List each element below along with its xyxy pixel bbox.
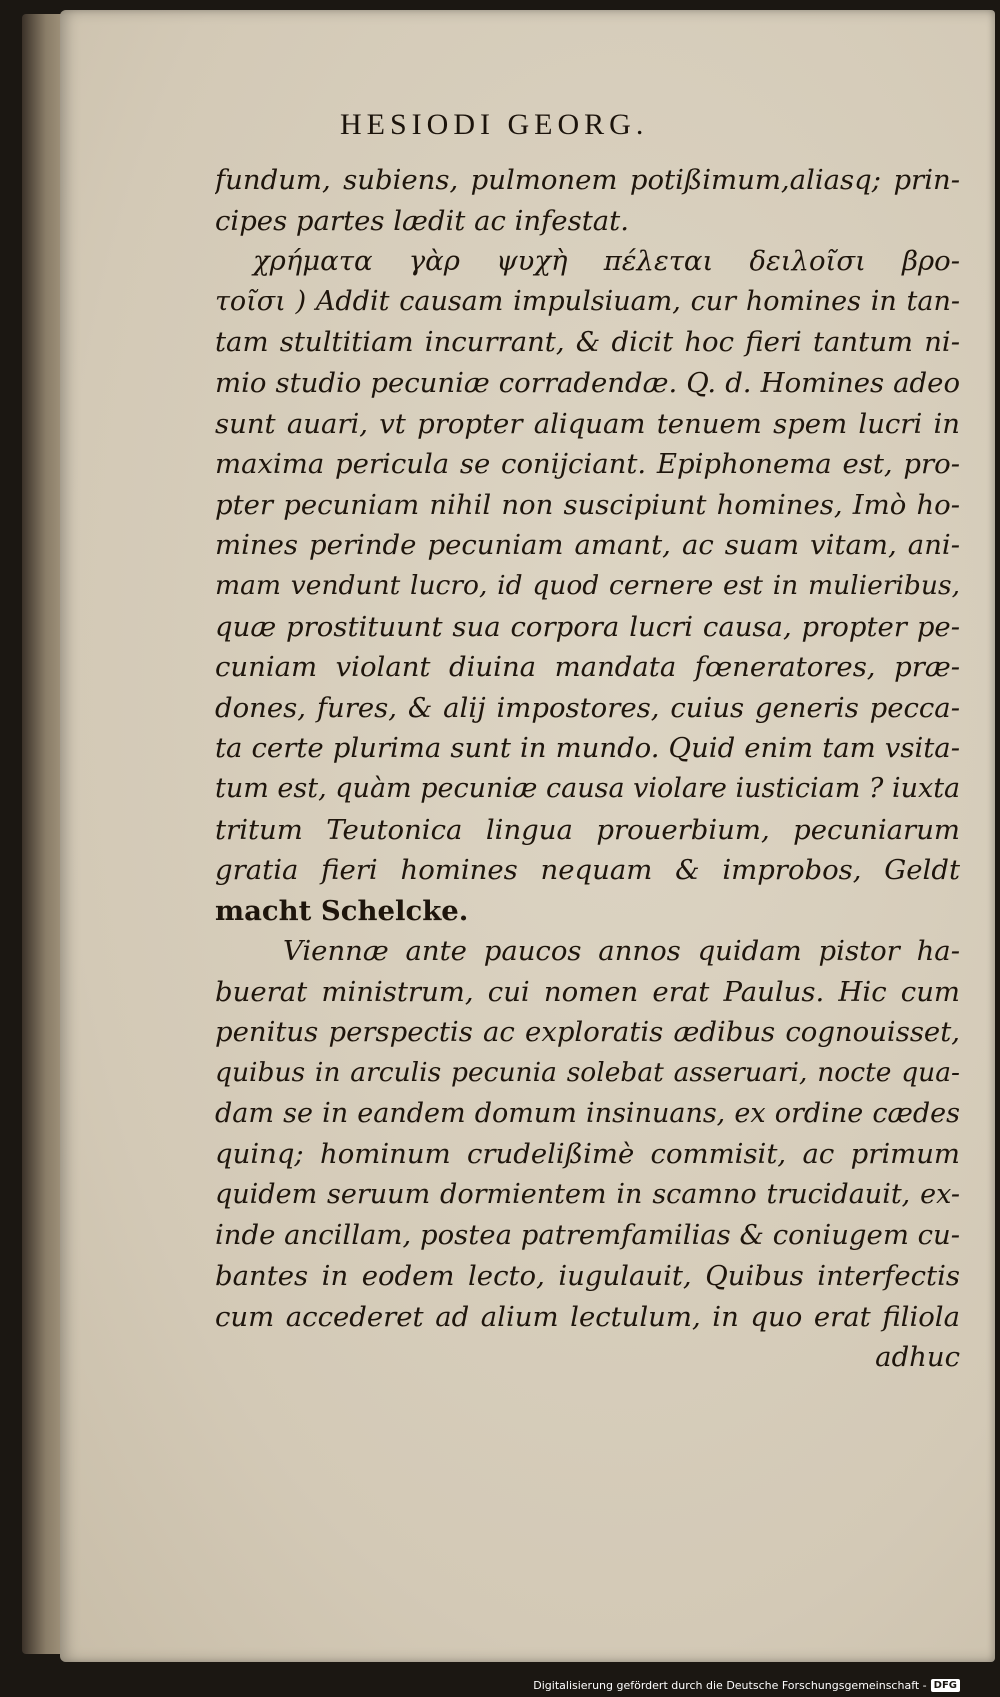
text-line: buerat ministrum, cui nomen erat Paulus. Hic cum — [215, 975, 960, 1008]
credit-text: Digitalisierung gefördert durch die Deutsche Forschungsgemeinschaft - — [533, 1679, 927, 1692]
text-line: fundum, subiens, pulmonem potißimum,aliasq; prin- — [215, 164, 960, 196]
text-line: inde ancillam, postea patremfamilias & coniugem cu- — [215, 1219, 960, 1252]
text-line: quæ prostituunt sua corpora lucri causa, propter pe- — [215, 610, 960, 643]
text-line: tritum Teutonica lingua prouerbium, pecuniarum — [215, 813, 960, 846]
blackletter-line: macht Schelcke. — [215, 894, 469, 927]
text-line: tum est, quàm pecuniæ causa violare iusticiam ? iuxta — [215, 772, 960, 804]
digitization-credit — [533, 1679, 960, 1692]
text-line: quidem seruum dormientem in scamno trucidauit, ex- — [215, 1178, 960, 1210]
text-line: mio studio pecuniæ corradendæ. Q. d. Homines adeo — [215, 366, 960, 399]
text-line: cuniam violant diuina mandata fœneratores, præ- — [215, 651, 960, 684]
text-line: mines perinde pecuniam amant, ac suam vitam, ani- — [215, 529, 960, 562]
text-line: cipes partes lædit ac infestat. — [215, 204, 629, 237]
paragraph-start-line: Viennæ ante paucos annos quidam pistor ha- — [283, 935, 960, 968]
catchword: adhuc — [875, 1341, 960, 1374]
text-line: dam se in eandem domum insinuans, ex ordine cædes — [215, 1097, 960, 1129]
text-line: dones, fures, & alij impostores, cuius generis pecca- — [215, 691, 960, 724]
text-line: maxima pericula se conijciant. Epiphonema est, pro- — [215, 448, 960, 481]
greek-quote-line: χρήματα γὰρ ψυχὴ πέλεται δειλοῖσι βρο- — [253, 245, 960, 278]
text-line: gratia fieri homines nequam & improbos, Geldt — [215, 854, 960, 887]
dfg-logo: DFG — [931, 1679, 960, 1692]
text-line: sunt auari, vt propter aliquam tenuem spem lucri in — [215, 407, 960, 440]
text-line: ta certe plurima sunt in mundo. Quid enim tam vsita- — [215, 732, 960, 765]
text-line: τοῖσι ) Addit causam impulsiuam, cur homines in tan- — [215, 285, 960, 317]
text-line: quibus in arculis pecunia solebat asseruari, nocte qua- — [215, 1057, 960, 1089]
text-line: bantes in eodem lecto, iugulauit, Quibus interfectis — [215, 1260, 960, 1293]
text-line: mam vendunt lucro, id quod cernere est in mulieribus, — [215, 569, 960, 601]
text-block — [215, 160, 960, 1378]
text-line: cum accederet ad alium lectulum, in quo erat filiola — [215, 1300, 960, 1333]
text-line: quinq; hominum crudelißimè commisit, ac primum — [215, 1138, 960, 1171]
running-head: HESIODI GEORG. — [340, 108, 649, 141]
text-line: tam stultitiam incurrant, & dicit hoc fieri tantum ni- — [215, 326, 960, 359]
text-line: penitus perspectis ac exploratis ædibus cognouisset, — [215, 1016, 960, 1049]
text-line: pter pecuniam nihil non suscipiunt homines, Imò ho- — [215, 488, 960, 521]
